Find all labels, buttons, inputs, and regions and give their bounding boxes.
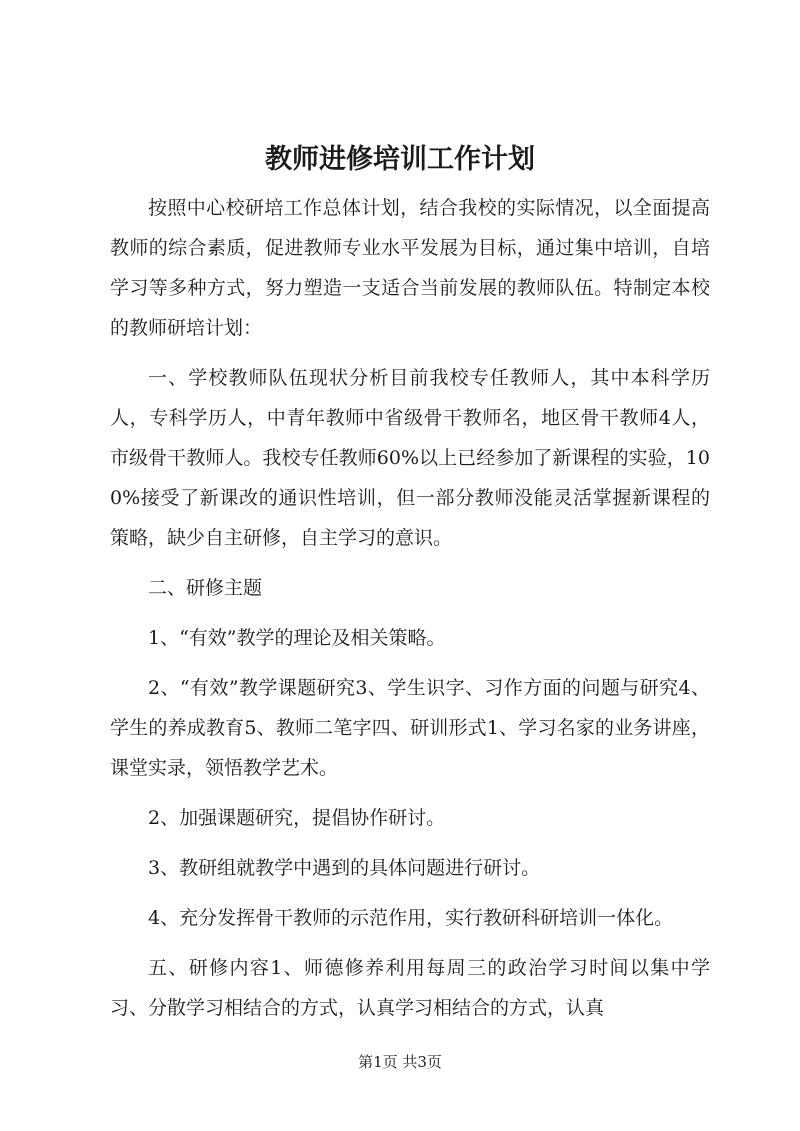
paragraph-content: 五、研修内容1、师德修养利用每周三的政治学习时间以集中学习、分散学习相结合的方式，认真学习相结合的方式，认真 xyxy=(110,957,710,1019)
paragraph-form-4: 4、充分发挥骨干教师的示范作用，实行教研科研培训一体化。 xyxy=(148,907,674,929)
paragraph-theme-heading: 二、研修主题 xyxy=(148,577,263,599)
paragraph-theme-1: 1、“有效”教学的理论及相关策略。 xyxy=(148,627,446,649)
document-title: 教师进修培训工作计划 xyxy=(265,144,535,175)
page-footer: 第1页 共3页 xyxy=(358,1053,442,1071)
paragraph-theme-2: 2、“有效”教学课题研究3、学生识字、习作方面的问题与研究4、学生的养成教育5、教师二笔字四、研训形式1、学习名家的业务讲座，课堂实录，领悟教学艺术。 xyxy=(110,677,710,779)
paragraph-status-analysis: 一、学校教师队伍现状分析目前我校专任教师人，其中本科学历人，专科学历人，中青年教师中省级骨干教师名，地区骨干教师4人，市级骨干教师人。我校专任教师60%以上已经参加了新课程的实验，100%接受了新课改的通识性培训，但一部分教师没能灵活掌握新课程的策略，缺少自主研修，自主学习的意识。 xyxy=(110,367,710,549)
paragraph-form-3: 3、教研组就教学中遇到的具体问题进行研讨。 xyxy=(148,857,541,879)
paragraph-form-2: 2、加强课题研究，提倡协作研讨。 xyxy=(148,807,446,829)
document-body xyxy=(110,188,710,1038)
paragraph-intro: 按照中心校研培工作总体计划，结合我校的实际情况，以全面提高教师的综合素质，促进教师专业水平发展为目标，通过集中培训，自培学习等多种方式，努力塑造一支适合当前发展的教师队伍。特制定本校的教师研培计划： xyxy=(110,197,710,339)
